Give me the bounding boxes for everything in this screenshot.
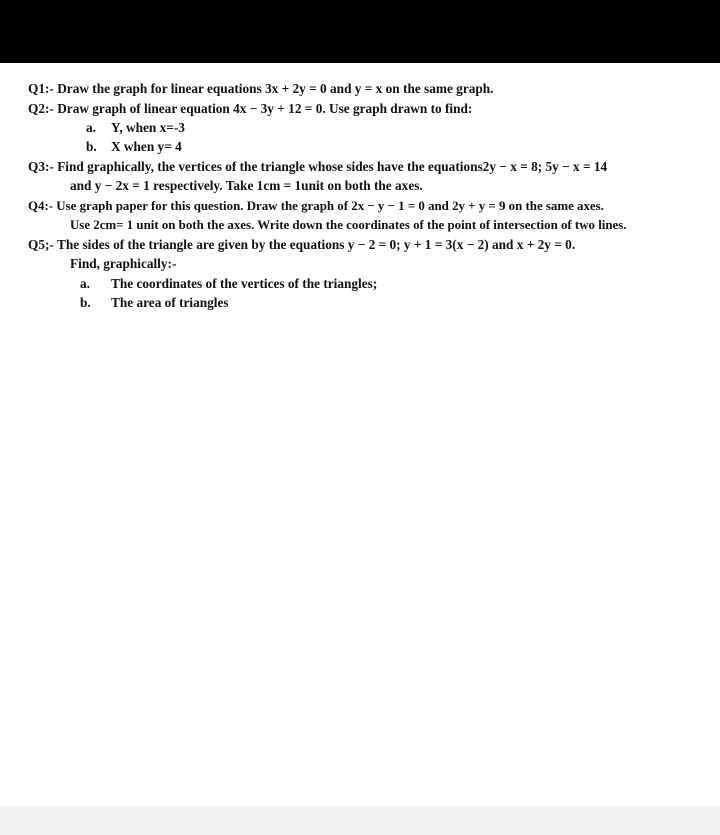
question-3-text: Find graphically, the vertices of the triangle whose sides have the equations2y − x = 8; 5y − x = 14 <box>57 159 608 174</box>
question-4-number: Q4:- <box>28 199 54 213</box>
question-2-sub-b <box>86 138 182 156</box>
question-5-number: Q5;- <box>28 237 54 252</box>
sub-item-text: The coordinates of the vertices of the triangles; <box>111 276 378 291</box>
sub-item-letter: a. <box>80 276 90 291</box>
question-4-text: Use graph paper for this question. Draw the graph of 2x − y − 1 = 0 and 2y + y = 9 on the same axes. <box>56 199 604 213</box>
sub-item-letter: b. <box>86 139 97 154</box>
question-3-number: Q3:- <box>28 159 54 174</box>
question-2-text: Draw graph of linear equation 4x − 3y + 12 = 0. Use graph drawn to find: <box>57 101 473 116</box>
question-3-continued <box>70 177 423 195</box>
sub-item-text: X when y= 4 <box>111 139 182 154</box>
bottom-gray-bar <box>0 806 720 835</box>
sub-item-text: The area of triangles <box>111 295 229 310</box>
top-black-bar <box>0 0 720 63</box>
sub-item-letter: a. <box>86 120 96 135</box>
question-5-sub-a <box>80 275 377 293</box>
question-5-text-line-2: Find, graphically:- <box>70 256 177 271</box>
question-2-number: Q2:- <box>28 101 54 116</box>
question-4-text-line-2: Use 2cm= 1 unit on both the axes. Write down the coordinates of the point of intersection of two lines. <box>70 218 627 232</box>
question-4 <box>28 197 604 215</box>
sub-item-letter: b. <box>80 295 91 310</box>
question-2-sub-a <box>86 119 185 137</box>
question-1-number: Q1:- <box>28 81 54 96</box>
question-5-sub-b <box>80 294 229 312</box>
question-1-text: Draw the graph for linear equations 3x + 2y = 0 and y = x on the same graph. <box>57 81 494 96</box>
question-4-continued <box>70 216 627 234</box>
question-5 <box>28 236 575 254</box>
question-5-continued <box>70 255 176 273</box>
question-3 <box>28 158 607 176</box>
sub-item-text: Y, when x=-3 <box>111 120 185 135</box>
question-3-text-line-2: and y − 2x = 1 respectively. Take 1cm = 1unit on both the axes. <box>70 178 423 193</box>
question-2 <box>28 100 472 118</box>
question-5-text: The sides of the triangle are given by the equations y − 2 = 0; y + 1 = 3(x − 2) and x + 2y = 0. <box>56 237 576 252</box>
document-page <box>0 63 720 806</box>
question-1 <box>28 80 494 98</box>
